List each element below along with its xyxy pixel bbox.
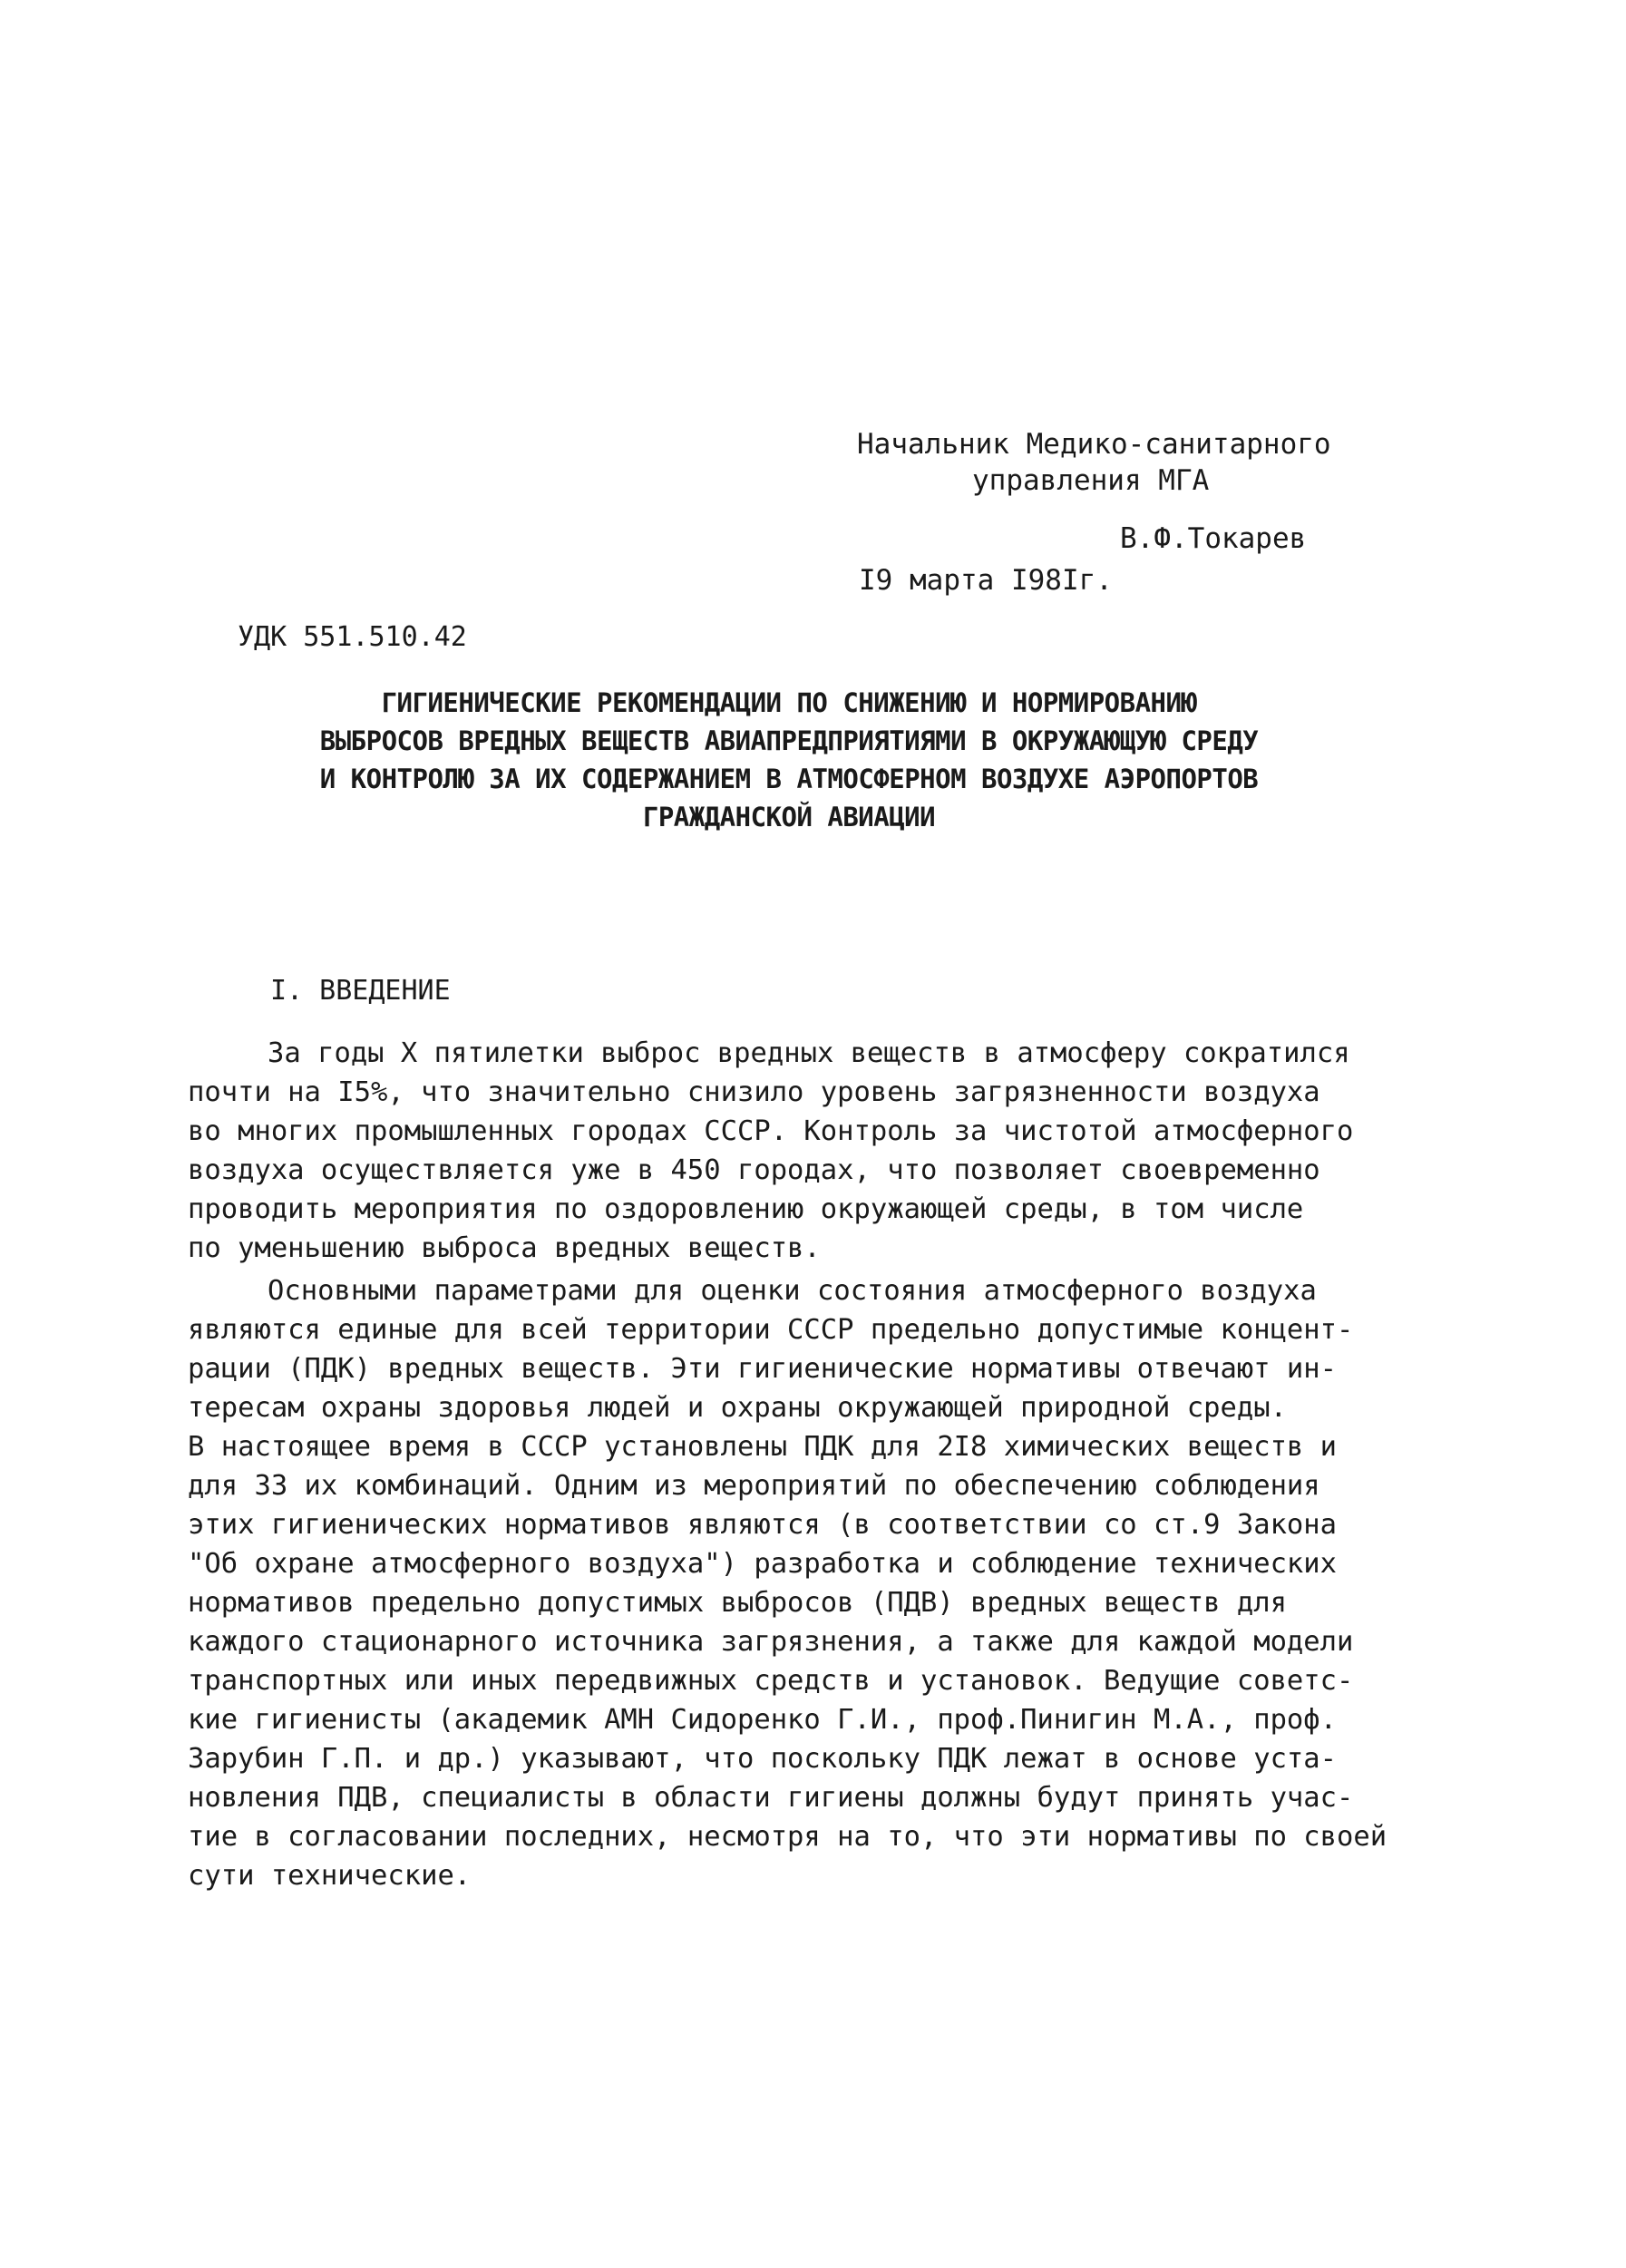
text-line: воздуха осуществляется уже в 450 городах, что позволяет своевременно	[188, 1154, 1320, 1186]
approval-block	[857, 426, 1365, 599]
body-text	[188, 1034, 1448, 1895]
text-line: Зарубин Г.П. и др.) указывают, что поскольку ПДК лежат в основе уста-	[188, 1743, 1338, 1775]
text-line: "Об охране атмосферного воздуха") разработка и соблюдение технических	[188, 1548, 1338, 1580]
title-line: ГИГИЕНИЧЕСКИЕ РЕКОМЕНДАЦИИ ПО СНИЖЕНИЮ И НОРМИРОВАНИЮ	[381, 687, 1197, 718]
section-heading: I. ВВЕДЕНИЕ	[270, 975, 451, 1007]
title-line: И КОНТРОЛЮ ЗА ИХ СОДЕРЖАНИЕМ В АТМОСФЕРНОМ ВОЗДУХЕ АЭРОПОРТОВ	[319, 764, 1259, 794]
paragraph-1	[188, 1034, 1448, 1268]
text-line: этих гигиенических нормативов являются (в соответствии со ст.9 Закона	[188, 1509, 1338, 1541]
text-line: транспортных или иных передвижных средств и установок. Ведущие советс-	[188, 1665, 1354, 1697]
title-line: ВЫБРОСОВ ВРЕДНЫХ ВЕЩЕСТВ АВИАПРЕДПРИЯТИЯМИ В ОКРУЖАЮЩУЮ СРЕДУ	[319, 725, 1259, 756]
paragraph-2	[188, 1271, 1448, 1895]
text-line: Основными параметрами для оценки состояния атмосферного воздуха	[268, 1275, 1317, 1307]
text-line: каждого стационарного источника загрязнения, а также для каждой модели	[188, 1626, 1354, 1658]
text-line: рации (ПДК) вредных веществ. Эти гигиенические нормативы отвечают ин-	[188, 1353, 1338, 1385]
text-line: нормативов предельно допустимых выбросов (ПДВ) вредных веществ для	[188, 1587, 1287, 1619]
text-line: по уменьшению выброса вредных веществ.	[188, 1232, 821, 1264]
approver-name: В.Ф.Токарев	[1120, 522, 1307, 555]
text-line: сути технические.	[188, 1860, 472, 1892]
approval-date: I9 марта I98Iг.	[859, 564, 1113, 597]
text-line: новления ПДВ, специалисты в области гигиены должны будут принять учас-	[188, 1782, 1354, 1814]
approver-position-line2: управления МГА	[972, 464, 1210, 497]
document-title	[181, 684, 1397, 836]
text-line: являются единые для всей территории СССР предельно допустимые концент-	[188, 1314, 1354, 1346]
text-line: тересам охраны здоровья людей и охраны окружающей природной среды.	[188, 1392, 1287, 1424]
text-line: во многих промышленных городах СССР. Контроль за чистотой атмосферного	[188, 1115, 1354, 1147]
text-line: За годы X пятилетки выброс вредных веществ в атмосферу сократился	[268, 1037, 1350, 1069]
approver-position-line1: Начальник Медико-санитарного	[857, 428, 1331, 461]
text-line: В настоящее время в СССР установлены ПДК для 2I8 химических веществ и	[188, 1431, 1338, 1463]
text-line: кие гигиенисты (академик АМН Сидоренко Г.И., проф.Пинигин М.А., проф.	[188, 1704, 1338, 1736]
text-line: для 33 их комбинаций. Одним из мероприятий по обеспечению соблюдения	[188, 1470, 1320, 1502]
text-line: почти на I5%, что значительно снизило уровень загрязненности воздуха	[188, 1076, 1320, 1108]
title-line: ГРАЖДАНСКОЙ АВИАЦИИ	[642, 802, 936, 832]
udk-code: УДК 551.510.42	[238, 621, 467, 653]
text-line: тие в согласовании последних, несмотря на то, что эти нормативы по своей	[188, 1821, 1387, 1853]
text-line: проводить мероприятия по оздоровлению окружающей среды, в том числе	[188, 1193, 1304, 1225]
